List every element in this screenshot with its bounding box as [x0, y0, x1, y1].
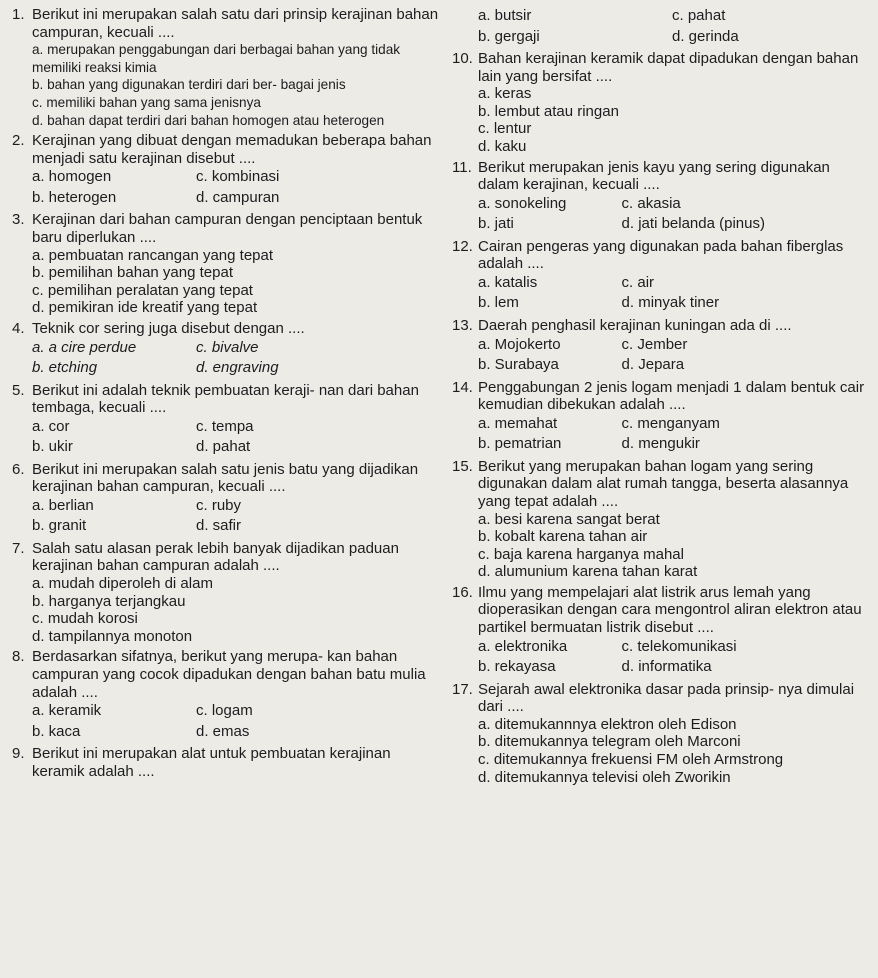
option-d[interactable]: d. ditemukannya televisi oleh Zworikin — [478, 768, 731, 786]
option-d[interactable]: d. kaku — [478, 137, 527, 155]
option-d[interactable]: d. campuran — [196, 188, 280, 206]
option-d[interactable]: d. informatika — [621, 658, 712, 676]
option-d[interactable]: d. jati belanda (pinus) — [621, 215, 765, 233]
question-stem: Berikut ini adalah teknik pembuatan keraji- nan dari bahan tembaga, kecuali .... — [32, 381, 419, 417]
question-1 — [12, 6, 442, 129]
question-10 — [452, 50, 866, 156]
option-b[interactable]: b. bahan yang digunakan terdiri dari ber- bagai jenis — [32, 77, 346, 93]
option-b[interactable]: b. ditemukannya telegram oleh Marconi — [478, 733, 741, 751]
option-b[interactable]: b. jati — [478, 215, 514, 233]
question-stem: Berikut ini merupakan salah satu jenis batu yang dijadikan kerajinan bahan campuran, kecuali .... — [32, 460, 419, 496]
option-b[interactable]: b. granit — [32, 517, 87, 535]
option-c[interactable]: c. kombinasi — [196, 168, 280, 186]
question-stem: Berikut ini merupakan alat untuk pembuatan kerajinan keramik adalah .... — [32, 745, 391, 780]
question-number: 4. — [12, 319, 25, 337]
question-stem: Teknik cor sering juga disebut dengan .... — [32, 319, 305, 337]
option-d[interactable]: d. engraving — [196, 359, 279, 376]
option-a[interactable]: a. keramik — [32, 702, 102, 720]
question-number: 7. — [12, 539, 25, 557]
option-b[interactable]: b. ukir — [32, 438, 73, 456]
option-c[interactable]: c. pemilihan peralatan yang tepat — [32, 281, 253, 299]
option-b[interactable]: b. heterogen — [32, 188, 117, 206]
option-a[interactable]: a. ditemukannnya elektron oleh Edison — [478, 715, 737, 733]
option-d[interactable]: d. bahan dapat terdiri dari bahan homogen atau heterogen — [32, 112, 385, 128]
option-a[interactable]: a. mudah diperoleh di alam — [32, 575, 213, 593]
question-9-options — [452, 6, 866, 47]
question-4 — [12, 320, 442, 379]
question-number: 13. — [452, 316, 473, 334]
option-b[interactable]: b. pemilihan bahan yang tepat — [32, 264, 233, 282]
question-7 — [12, 540, 442, 646]
question-stem: Cairan pengeras yang digunakan pada bahan fiberglas adalah .... — [478, 237, 844, 273]
option-c[interactable]: c. menganyam — [621, 414, 720, 432]
option-a[interactable]: a. pembuatan rancangan yang tepat — [32, 246, 274, 264]
option-c[interactable]: c. bivalve — [196, 338, 259, 356]
question-number: 9. — [12, 745, 25, 763]
right-column — [452, 6, 866, 786]
option-a[interactable]: a. Mojokerto — [478, 335, 561, 353]
option-a[interactable]: a. butsir — [478, 7, 532, 24]
question-5 — [12, 382, 442, 458]
option-c[interactable]: c. lentur — [478, 120, 532, 138]
option-d[interactable]: d. minyak tiner — [621, 294, 720, 312]
left-column — [12, 6, 442, 780]
question-stem: Berikut merupakan jenis kayu yang sering digunakan dalam kerajinan, kecuali .... — [478, 158, 830, 194]
option-a[interactable]: a. homogen — [32, 168, 112, 186]
option-d[interactable]: d. gerinda — [672, 27, 739, 45]
option-b[interactable]: b. rekayasa — [478, 658, 556, 676]
question-13 — [452, 317, 866, 376]
question-6 — [12, 461, 442, 537]
question-stem: Sejarah awal elektronika dasar pada prinsip- nya dimulai dari .... — [478, 680, 855, 716]
option-a[interactable]: a. sonokeling — [478, 194, 567, 212]
option-c[interactable]: c. logam — [196, 702, 253, 720]
option-c[interactable]: c. ditemukannya frekuensi FM oleh Armstrong — [478, 751, 784, 769]
question-number: 8. — [12, 648, 25, 666]
option-c[interactable]: c. pahat — [672, 7, 726, 24]
option-c[interactable]: c. mudah korosi — [32, 610, 138, 628]
option-b[interactable]: b. lem — [478, 294, 519, 312]
question-number: 1. — [12, 6, 25, 23]
question-stem: Berikut yang merupakan bahan logam yang sering digunakan dalam alat rumah tangga, beserta alasannya yang tepat adalah .... — [478, 457, 849, 510]
option-c[interactable]: c. air — [621, 273, 655, 291]
option-c[interactable]: c. memiliki bahan yang sama jenisnya — [32, 94, 261, 110]
question-9 — [12, 745, 442, 780]
question-2 — [12, 132, 442, 208]
option-b[interactable]: b. harganya terjangkau — [32, 592, 186, 610]
option-a[interactable]: a. berlian — [32, 496, 94, 514]
question-3 — [12, 211, 442, 317]
question-number: 17. — [452, 680, 473, 698]
option-d[interactable]: d. safir — [196, 517, 242, 535]
option-d[interactable]: d. pemikiran ide kreatif yang tepat — [32, 299, 258, 317]
question-stem: Berdasarkan sifatnya, berikut yang merupa- kan bahan campuran yang cocok dipadukan dengan bahan batu mulia adalah .... — [32, 648, 426, 701]
option-c[interactable]: c. akasia — [621, 194, 681, 212]
question-stem: Berikut ini merupakan salah satu dari prinsip kerajinan bahan campuran, kecuali .... — [32, 6, 439, 41]
question-15 — [452, 458, 866, 581]
option-d[interactable]: d. alumunium karena tahan karat — [478, 563, 698, 581]
option-d[interactable]: d. pahat — [196, 438, 251, 456]
question-16 — [452, 584, 866, 678]
question-number: 14. — [452, 378, 473, 396]
option-b[interactable]: b. gergaji — [478, 27, 540, 45]
option-b[interactable]: b. Surabaya — [478, 356, 559, 374]
option-c[interactable]: c. baja karena harganya mahal — [478, 545, 684, 563]
question-8 — [12, 648, 442, 742]
question-12 — [452, 238, 866, 314]
question-number: 11. — [452, 158, 472, 176]
question-number: 3. — [12, 211, 25, 229]
question-stem: Kerajinan dari bahan campuran dengan penciptaan bentuk baru diperlukan .... — [32, 211, 423, 246]
option-b[interactable]: b. lembut atau ringan — [478, 102, 619, 120]
option-b[interactable]: b. kobalt karena tahan air — [478, 528, 648, 546]
option-d[interactable]: d. mengukir — [621, 435, 700, 453]
question-stem: Ilmu yang mempelajari alat listrik arus lemah yang dioperasikan dengan cara mengontrol aliran elektron atau partikel bermuatan listrik disebut .... — [478, 583, 862, 637]
option-c[interactable]: c. telekomunikasi — [621, 637, 737, 655]
question-11 — [452, 159, 866, 235]
option-a[interactable]: a. keras — [478, 85, 532, 103]
option-c[interactable]: c. Jember — [621, 335, 688, 353]
option-a[interactable]: a. elektronika — [478, 637, 568, 655]
question-stem: Bahan kerajinan keramik dapat dipadukan dengan bahan lain yang bersifat .... — [478, 50, 859, 85]
question-number: 10. — [452, 50, 473, 67]
question-17 — [452, 681, 866, 787]
option-a[interactable]: a. memahat — [478, 414, 558, 432]
question-number: 5. — [12, 381, 25, 399]
question-number: 12. — [452, 237, 473, 255]
option-a[interactable]: a. a cire perdue — [32, 338, 137, 356]
question-stem: Daerah penghasil kerajinan kuningan ada di .... — [478, 316, 792, 334]
question-number: 6. — [12, 460, 25, 478]
option-d[interactable]: d. Jepara — [621, 356, 685, 374]
option-d[interactable]: d. tampilannya monoton — [32, 627, 193, 645]
option-c[interactable]: c. ruby — [196, 496, 242, 514]
question-number: 16. — [452, 583, 473, 601]
option-d[interactable]: d. emas — [196, 722, 250, 740]
option-a[interactable]: a. merupakan penggabungan dari berbagai bahan yang tidak memiliki reaksi kimia — [32, 42, 401, 75]
option-b[interactable]: b. pematrian — [478, 435, 562, 453]
question-number: 2. — [12, 132, 25, 150]
option-a[interactable]: a. katalis — [478, 273, 538, 291]
option-b[interactable]: b. etching — [32, 359, 98, 376]
option-b[interactable]: b. kaca — [32, 722, 81, 740]
question-stem: Penggabungan 2 jenis logam menjadi 1 dalam bentuk cair kemudian dibekukan adalah .... — [478, 378, 865, 414]
option-a[interactable]: a. cor — [32, 417, 70, 435]
question-stem: Kerajinan yang dibuat dengan memadukan beberapa bahan menjadi satu kerajinan disebut .... — [32, 132, 432, 167]
question-stem: Salah satu alasan perak lebih banyak dijadikan paduan kerajinan bahan campuran adalah .... — [32, 539, 399, 575]
option-c[interactable]: c. tempa — [196, 417, 254, 435]
question-number: 15. — [452, 457, 473, 475]
option-a[interactable]: a. besi karena sangat berat — [478, 510, 660, 528]
question-14 — [452, 379, 866, 455]
